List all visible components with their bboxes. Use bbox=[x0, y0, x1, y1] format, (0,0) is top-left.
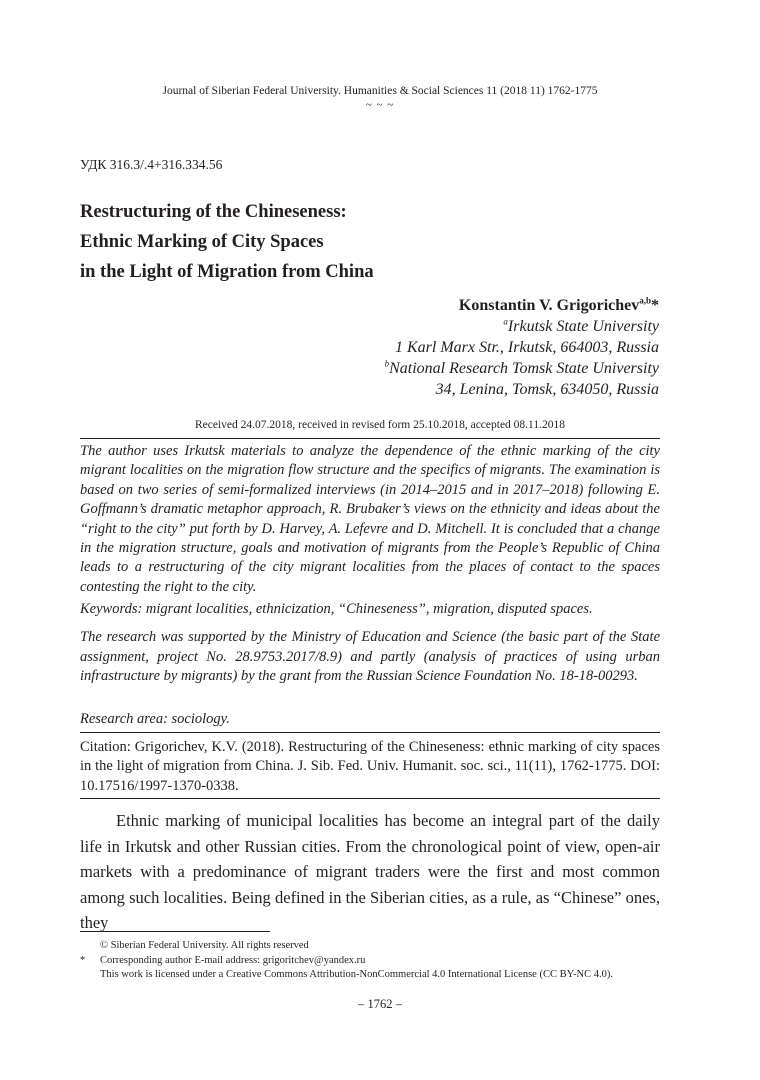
title-line-3: in the Light of Migration from China bbox=[80, 262, 374, 282]
body-text bbox=[80, 808, 660, 936]
citation: Citation: Grigorichev, K.V. (2018). Restructuring of the Chineseness: ethnic marking of city spaces in the light of migration from China. J. Sib. Fed. Univ. Humanit. soc. sci., 11(11), 1762-1775. DOI: 10.17516/1997-1370-0338. bbox=[80, 739, 660, 794]
page-number: – 1762 – bbox=[358, 997, 402, 1011]
author-name: Konstantin V. Grigorichev$^{a,b}$* bbox=[458, 295, 659, 314]
paper-title bbox=[80, 197, 374, 287]
udk-code: УДК 316.3/.4+316.334.56 bbox=[80, 157, 223, 172]
abstract-text: The author uses Irkutsk materials to analyze the dependence of the ethnic marking of the city migrant localities on the migration flow structure and the specifics of migrants. The examination is based on two series of semi-formalized interviews (in 2014–2015 and in 2017–2018) following E. Goffmann’s dramatic metaphor approach, R. Brubaker’s views on the ethnicity and ideas about the “right to the city” put forth by D. Harvey, A. Lefevre and D. Mitchell. It is concluded that a change in the migration structure, goals and motivation of migrants from the People’s Republic of China leads to a restructuring of the city migrant localities from the places of contact to the spaces contesting the right to the city. bbox=[80, 443, 660, 595]
affiliation-1-name: $^a$Irkutsk State University bbox=[503, 316, 659, 335]
footnote-star: * bbox=[80, 954, 86, 966]
footnote-license: This work is licensed under a Creative Commons Attribution-NonCommercial 4.0 International License (CC BY-NC 4.0). bbox=[100, 969, 613, 980]
body-paragraph: Ethnic marking of municipal localities has become an integral part of the daily life in Irkutsk and other Russian cities. From the chronological point of view, open-air markets with a predominance of migrant traders were the first and most common among such localities. Being defined in the Siberian cities, as a rule, as “Chinese” ones, they bbox=[80, 811, 660, 933]
abstract bbox=[80, 442, 660, 597]
footnote-copyright: © Siberian Federal University. All rights reserved bbox=[100, 940, 309, 951]
footnote-rule bbox=[80, 931, 270, 932]
research-area: Research area: sociology. bbox=[80, 711, 230, 727]
citation-bottom-rule bbox=[80, 798, 660, 799]
affiliation-1-address: 1 Karl Marx Str., Irkutsk, 664003, Russia bbox=[395, 339, 659, 356]
affiliation-2-address: 34, Lenina, Tomsk, 634050, Russia bbox=[435, 381, 659, 398]
footnote-corresponding: * Corresponding author E-mail address: grigoritchev@yandex.ru bbox=[80, 954, 680, 969]
abstract-top-rule bbox=[80, 438, 660, 439]
author-star: * bbox=[651, 297, 659, 314]
journal-header: Journal of Siberian Federal University. Humanities & Social Sciences 11 (2018 11) 1762-1775 bbox=[162, 85, 598, 97]
header-ornament: ~ ~ ~ bbox=[365, 99, 395, 111]
title-line-1: Restructuring of the Chineseness: bbox=[80, 202, 347, 222]
affiliation-2-name: $^b$National Research Tomsk State University bbox=[384, 358, 659, 377]
title-line-2: Ethnic Marking of City Spaces bbox=[80, 232, 324, 252]
citation-top-rule bbox=[80, 732, 660, 733]
footnotes bbox=[80, 939, 680, 983]
keywords: Keywords: migrant localities, ethnicization, “Chineseness”, migration, disputed spaces. bbox=[80, 601, 593, 617]
author-block bbox=[385, 295, 659, 400]
funding-note: The research was supported by the Ministry of Education and Science (the basic part of the State assignment, project No. 28.9753.2017/8.9) and partly (analysis of practices of using urban infrastructure by migrants) by the grant from the Russian Science Foundation No. 18-18-00293. bbox=[80, 629, 660, 685]
received-dates: Received 24.07.2018, received in revised form 25.10.2018, accepted 08.11.2018 bbox=[194, 419, 566, 431]
author-affil-sup: a,b bbox=[639, 295, 651, 306]
